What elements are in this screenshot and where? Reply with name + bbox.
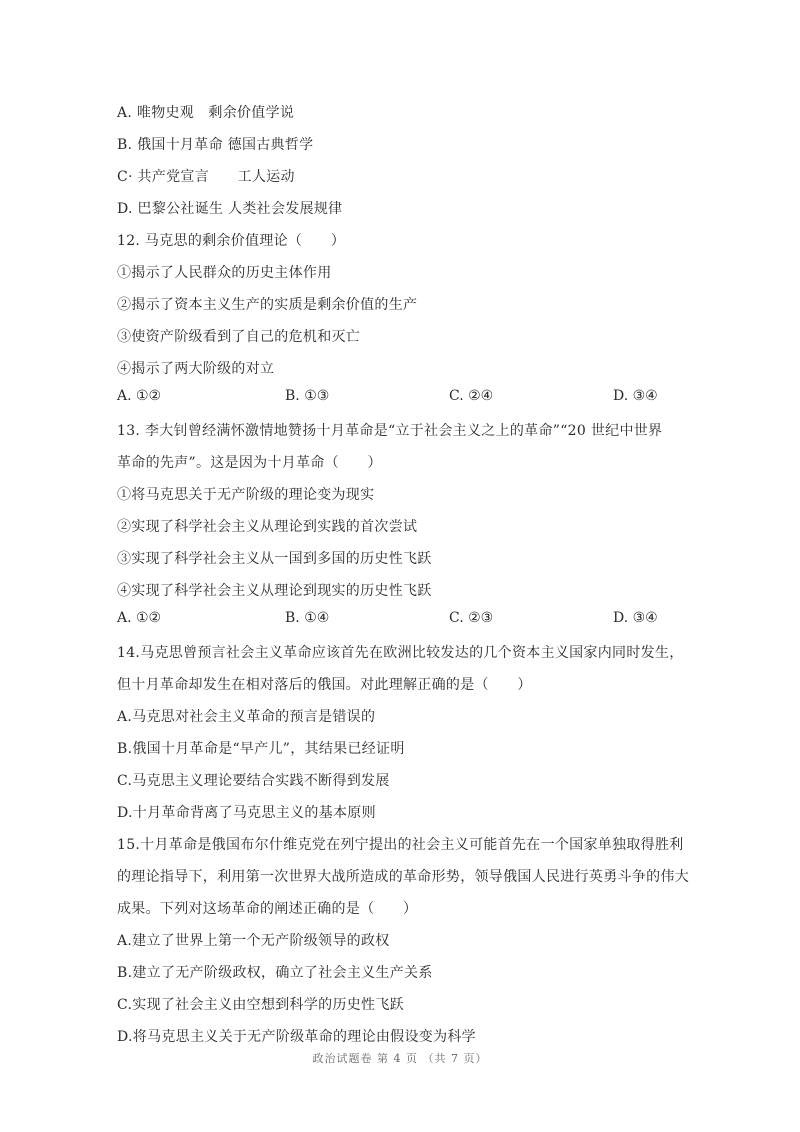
q13-item-4: ④实现了科学社会主义从理论到现实的历史性飞跃 (117, 583, 432, 599)
q15-option-c: C.实现了社会主义由空想到科学的历史性飞跃 (117, 997, 404, 1013)
q15-option-a: A.建立了世界上第一个无产阶级领导的政权 (117, 933, 390, 949)
q11-option-c: C· 共产党宣言 工人运动 (117, 169, 295, 185)
q13-choice-a: A. ①② (117, 610, 162, 626)
q13-item-2: ②实现了科学社会主义从理论到实践的首次尝试 (117, 519, 418, 535)
q11-option-b: B. 俄国十月革命 德国古典哲学 (117, 137, 314, 153)
q12-choice-a: A. ①② (117, 388, 162, 404)
q12-item-4: ④揭示了两大阶级的对立 (117, 361, 275, 377)
q14-option-a: A.马克思对社会主义革命的预言是错误的 (117, 709, 376, 725)
q13-stem-line-2: 革命的先声”。这是因为十月革命（ ） (117, 455, 382, 471)
q12-choice-b: B. ①③ (285, 388, 330, 404)
q12-choice-c: C. ②④ (449, 388, 494, 404)
q13-item-1: ①将马克思关于无产阶级的理论变为现实 (117, 487, 375, 503)
q12-choices (117, 386, 677, 406)
q14-stem-line-1: 14.马克思曾预言社会主义革命应该首先在欧洲比较发达的几个资本主义国家内同时发生， (117, 645, 684, 661)
q13-stem-line-1: 13. 李大钊曾经满怀激情地赞扬十月革命是“立于社会主义之上的革命”“20 世纪中世界 (117, 423, 663, 439)
q12-item-1: ①揭示了人民群众的历史主体作用 (117, 265, 332, 281)
q14-option-b: B.俄国十月革命是“早产儿”，其结果已经证明 (117, 741, 405, 757)
q11-option-d: D. 巴黎公社诞生 人类社会发展规律 (117, 201, 343, 217)
q13-choice-c: C. ②③ (449, 610, 494, 626)
q12-choice-d: D. ③④ (613, 388, 658, 404)
q15-option-b: B.建立了无产阶级政权，确立了社会主义生产关系 (117, 965, 433, 981)
q14-option-d: D.十月革命背离了马克思主义的基本原则 (117, 805, 376, 821)
q13-item-3: ③实现了科学社会主义从一国到多国的历史性飞跃 (117, 551, 432, 567)
q13-choice-d: D. ③④ (613, 610, 658, 626)
q15-stem-line-1: 15.十月革命是俄国布尔什维克党在列宁提出的社会主义可能首先在一个国家单独取得胜利 (117, 837, 684, 853)
q12-stem: 12. 马克思的剩余价值理论（ ） (117, 233, 346, 249)
q14-stem-line-2: 但十月革命却发生在相对落后的俄国。对此理解正确的是（ ） (117, 677, 532, 693)
q13-choice-b: B. ①④ (285, 610, 330, 626)
q12-item-2: ②揭示了资本主义生产的实质是剩余价值的生产 (117, 297, 418, 313)
q15-stem-line-3: 成果。下列对这场革命的阐述正确的是（ ） (117, 901, 418, 917)
q15-stem-line-2: 的理论指导下，利用第一次世界大战所造成的革命形势，领导俄国人民进行英勇斗争的伟大 (117, 869, 689, 885)
q11-option-a: A. 唯物史观 剩余价值学说 (117, 105, 295, 121)
q15-option-d: D.将马克思主义关于无产阶级革命的理论由假设变为科学 (117, 1029, 476, 1045)
q12-item-3: ③使资产阶级看到了自己的危机和灭亡 (117, 329, 361, 345)
q13-choices (117, 608, 677, 628)
page-footer: 政治试题卷 第 4 页 （共 7 页） (312, 1052, 488, 1065)
q14-option-c: C.马克思主义理论要结合实践不断得到发展 (117, 773, 390, 789)
